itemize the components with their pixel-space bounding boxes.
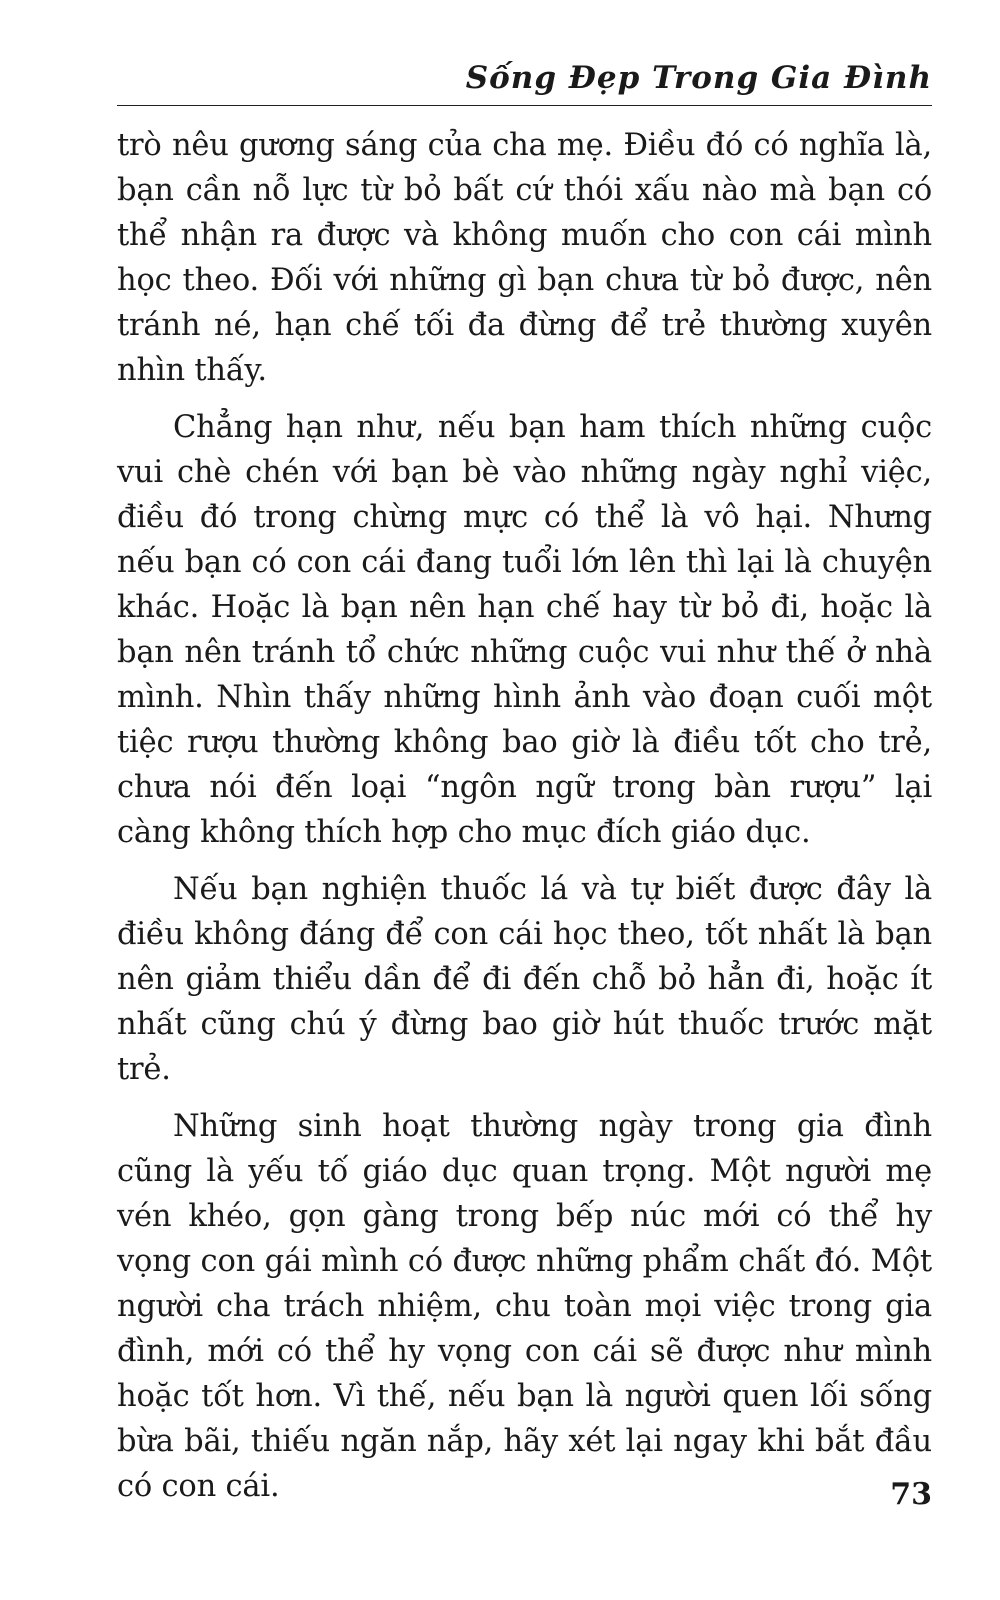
running-header-title: Sống Đẹp Trong Gia Đình bbox=[465, 60, 932, 96]
paragraph-party: Chẳng hạn như, nếu bạn ham thích những cuộc vui chè chén với bạn bè vào những ngày nghỉ việc, điều đó trong chừng mực có thể là vô hại. Nhưng nếu bạn có con cái đang tuổi lớn lên thì lại là chuyện khác. Hoặc là bạn nên hạn chế hay từ bỏ đi, hoặc là bạn nên tránh tổ chức những cuộc vui như thế ở nhà mình. Nhìn thấy những hình ảnh vào đoạn cuối một tiệc rượu thường không bao giờ là điều tốt cho trẻ, chưa nói đến loại “ngôn ngữ trong bàn rượu” lại càng không thích hợp cho mục đích giáo dục. bbox=[117, 410, 932, 850]
paragraph-daily-life: Những sinh hoạt thường ngày trong gia đình cũng là yếu tố giáo dục quan trọng. Một người mẹ vén khéo, gọn gàng trong bếp núc mới có thể hy vọng con gái mình có được những phẩm chất đó. Một người cha trách nhiệm, chu toàn mọi việc trong gia đình, mới có thể hy vọng con cái sẽ được như mình hoặc tốt hơn. Vì thế, nếu bạn là người quen lối sống bừa bãi, thiếu ngăn nắp, hãy xét lại ngay khi bắt đầu có con cái. bbox=[117, 1109, 932, 1504]
page-number: 73 bbox=[890, 1477, 932, 1512]
paragraph-continuation: trò nêu gương sáng của cha mẹ. Điều đó có nghĩa là, bạn cần nỗ lực từ bỏ bất cứ thói xấu nào mà bạn có thể nhận ra được và không muốn cho con cái mình học theo. Đối với những gì bạn chưa từ bỏ được, nên tránh né, hạn chế tối đa đừng để trẻ thường xuyên nhìn thấy. bbox=[117, 128, 932, 388]
body-text bbox=[117, 123, 932, 1521]
paragraph-smoking: Nếu bạn nghiện thuốc lá và tự biết được đây là điều không đáng để con cái học theo, tốt nhất là bạn nên giảm thiểu dần để đi đến chỗ bỏ hẳn đi, hoặc ít nhất cũng chú ý đừng bao giờ hút thuốc trước mặt trẻ. bbox=[117, 872, 932, 1087]
running-header bbox=[117, 55, 932, 106]
